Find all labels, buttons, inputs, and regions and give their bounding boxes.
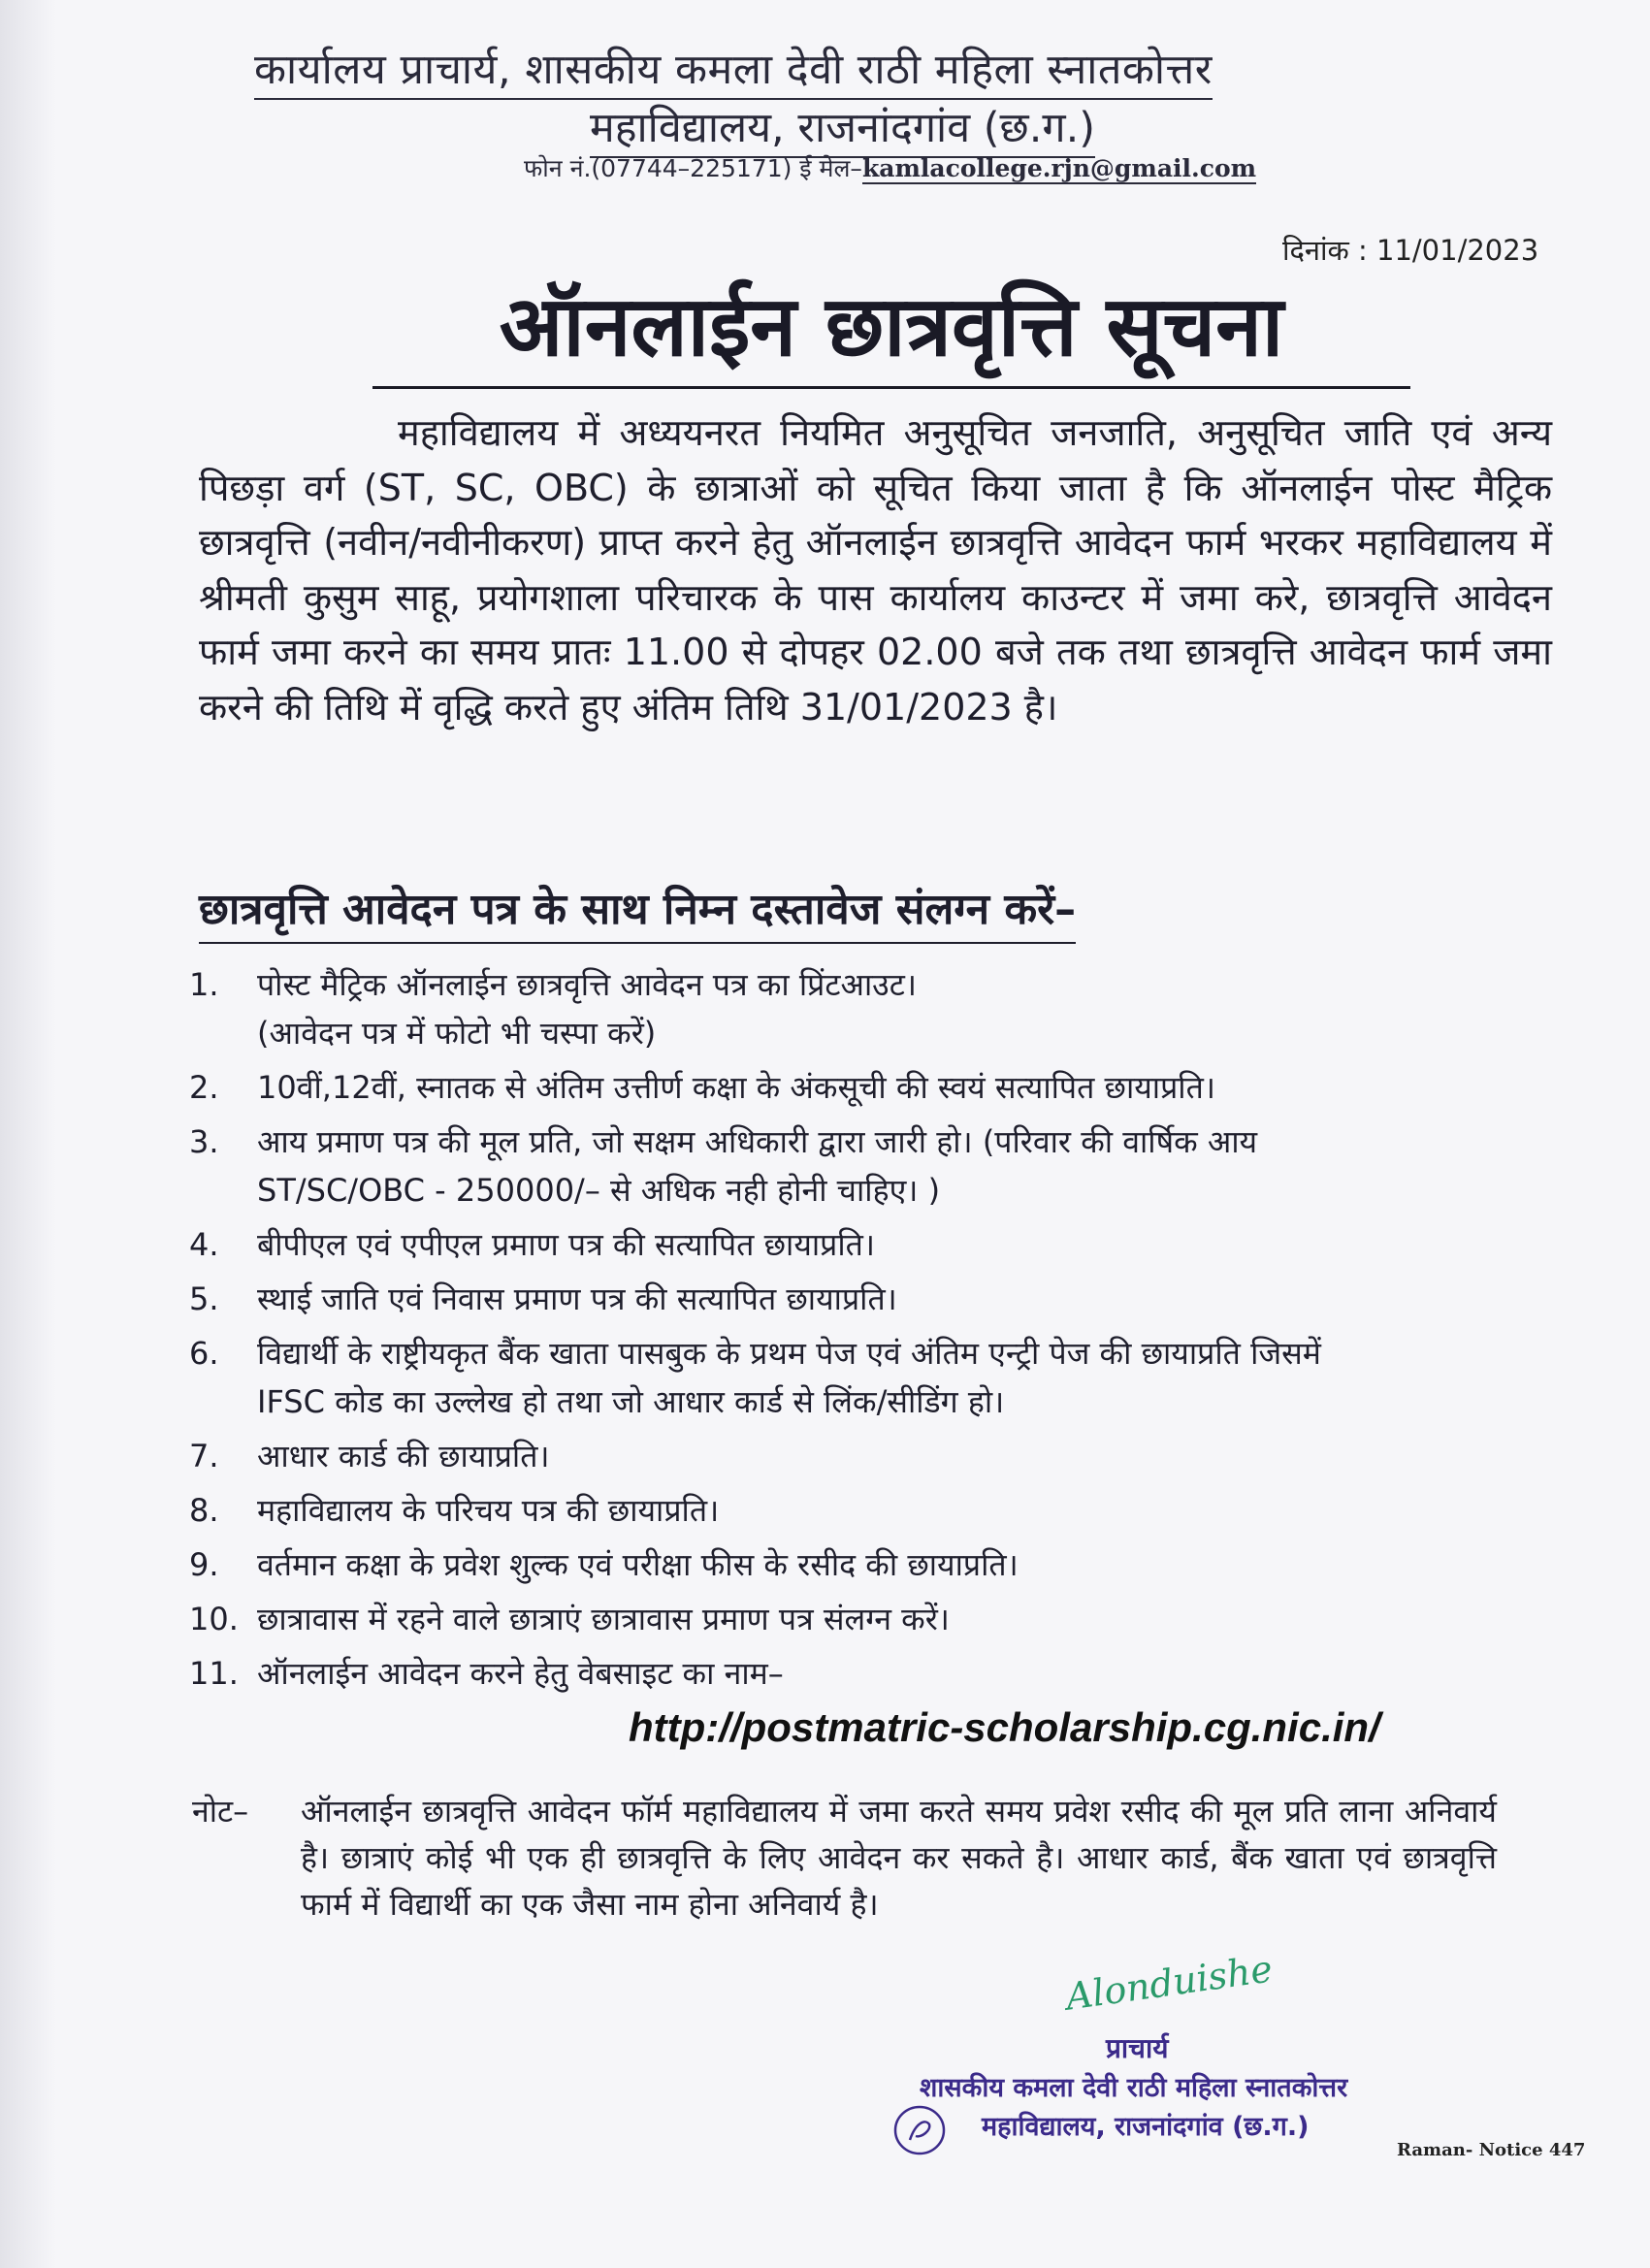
signatory-title: प्राचार्य [1106,2032,1169,2064]
header-contact-line [524,151,1256,184]
list-item: 4. बीपीएल एवं एपीएल प्रमाण पत्र की सत्यापित छायाप्रति। [189,1226,876,1263]
note-label: नोट– [192,1793,249,1830]
header-email: kamlacollege.rjn@gmail.com [861,154,1257,182]
stamp-line-college: शासकीय कमला देवी राठी महिला स्नातकोत्तर [920,2073,1348,2103]
header-college-line: महाविद्यालय, राजनांदगांव (छ.ग.) [590,97,1095,154]
scan-edge-shadow [0,0,56,2268]
list-item: 2. 10वीं,12वीं, स्नातक से अंतिम उत्तीर्ण कक्षा के अंकसूची की स्वयं सत्यापित छायाप्रति। [189,1069,1215,1106]
documents-heading: छात्रवृत्ति आवेदन पत्र के साथ निम्न दस्तावेज संलग्न करें– [199,878,1076,944]
page-title: ऑनलाईन छात्रवृत्ति सूचना [372,267,1410,389]
footer-reference: Raman- Notice 447 [1397,2140,1586,2160]
seal-stamp-icon [892,2103,947,2157]
notice-date: दिनांक : 11/01/2023 [1282,234,1539,267]
handwritten-signature: Alonduishe [1062,1947,1276,2019]
list-item: 8. महाविद्यालय के परिचय पत्र की छायाप्रति। [189,1492,720,1529]
list-item: 1. पोस्ट मैट्रिक ऑनलाईन छात्रवृत्ति आवेदन पत्र का प्रिंटआउट। (आवेदन पत्र में फोटो भी चस्पा करें) [189,966,917,1052]
documents-list [189,960,1586,1703]
list-item: 11. ऑनलाईन आवेदन करने हेतु वेबसाइट का नाम– [189,1655,784,1692]
header-phone: फोन नं.(07744–225171) ई मेल– [524,154,862,182]
stamp-line-location: महाविद्यालय, राजनांदगांव (छ.ग.) [982,2112,1310,2142]
list-item: 3. आय प्रमाण पत्र की मूल प्रति, जो सक्षम अधिकारी द्वारा जारी हो। (परिवार की वार्षिक आय ST/SC/OBC - 250000/– से अधिक नही होनी चाहिए। ) [189,1123,1258,1209]
note-block [192,1788,1497,1928]
list-item: 10. छात्रावास में रहने वाले छात्राएं छात्रावास प्रमाण पत्र संलग्न करें। [189,1601,950,1637]
scholarship-website-link[interactable]: http://postmatric-scholarship.cg.nic.in/ [629,1704,1380,1750]
header-office-line: कार्यालय प्राचार्य, शासकीय कमला देवी राठी महिला स्नातकोत्तर [254,39,1535,96]
note-text: ऑनलाईन छात्रवृत्ति आवेदन फॉर्म महाविद्यालय में जमा करते समय प्रवेश रसीद की मूल प्रति लाना अनिवार्य है। छात्राएं कोई भी एक ही छात्रवृत्ति के लिए आवेदन कर सकते है। आधार कार्ड, बैंक खाता एवं छात्रवृत्ति फार्म में विद्यार्थी का एक जैसा नाम होना अनिवार्य है। [301,1793,1497,1923]
list-item: 6. विद्यार्थी के राष्ट्रीयकृत बैंक खाता पासबुक के प्रथम पेज एवं अंतिम एन्ट्री पेज की छायाप्रति जिसमें IFSC कोड का उल्लेख हो तथा जो आधार कार्ड से लिंक/सीडिंग हो। [189,1335,1321,1420]
list-item: 9. वर्तमान कक्षा के प्रवेश शुल्क एवं परीक्षा फीस के रसीद की छायाप्रति। [189,1546,1019,1583]
notice-paragraph: महाविद्यालय में अध्ययनरत नियमित अनुसूचित जनजाति, अनुसूचित जाति एवं अन्य पिछड़ा वर्ग (ST, SC, OBC) के छात्राओं को सूचित किया जाता है कि ऑनलाईन पोस्ट मैट्रिक छात्रवृत्ति (नवीन/नवीनीकरण) प्राप्त करने हेतु ऑनलाईन छात्रवृत्ति आवेदन फार्म भरकर महाविद्यालय में श्रीमती कुसुम साहू, प्रयोगशाला परिचारक के पास कार्यालय काउन्टर में जमा करे, छात्रवृत्ति आवेदन फार्म जमा करने का समय प्रातः 11.00 से दोपहर 02.00 बजे तक तथा छात्रवृत्ति आवेदन फार्म जमा करने की तिथि में वृद्धि करते हुए अंतिम तिथि 31/01/2023 है। [199,411,1552,729]
list-item: 7. आधार कार्ड की छायाप्रति। [189,1438,550,1474]
list-item: 5. स्थाई जाति एवं निवास प्रमाण पत्र की सत्यापित छायाप्रति। [189,1280,897,1317]
